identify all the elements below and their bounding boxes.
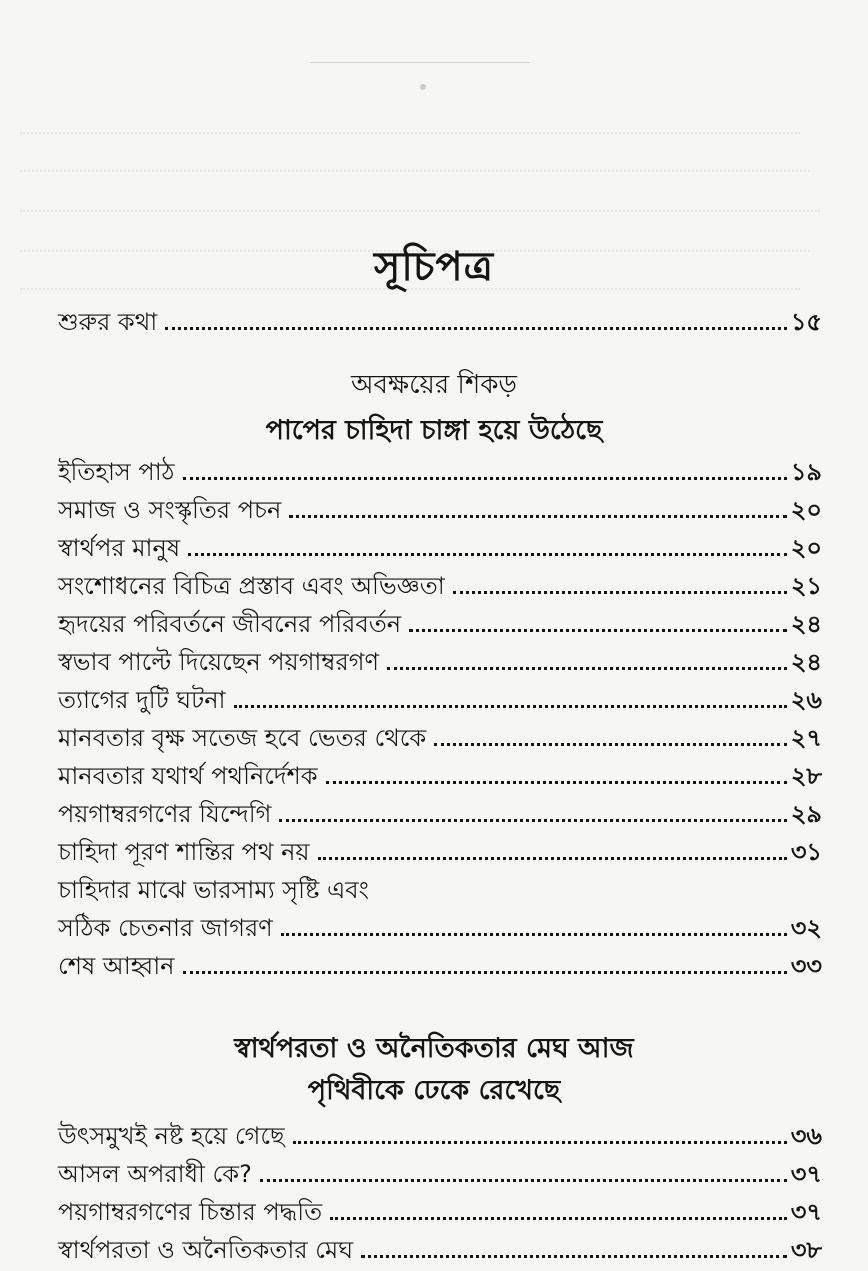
section-heading: পাপের চাহিদা চাঙ্গা হয়ে উঠেছে <box>265 415 603 446</box>
toc-page-number: ২৪ <box>790 648 822 676</box>
section-kicker: অবক্ষয়ের শিকড় <box>351 370 517 400</box>
toc-entry-title: স্বভাব পাল্টে দিয়েছেন পয়গাম্বরগণ <box>58 648 379 676</box>
toc-entry-title: শেষ আহ্বান <box>58 952 175 980</box>
dot-leader <box>289 515 786 518</box>
toc-entry-title: চাহিদা পূরণ শান্তির পথ নয় <box>58 838 310 866</box>
toc-row <box>58 790 822 830</box>
toc-entry-title: শুরুর কথা <box>58 308 158 336</box>
toc-row-intro <box>58 298 822 338</box>
toc-page-number: ২৯ <box>790 800 822 828</box>
dot-leader <box>183 971 787 974</box>
dot-leader <box>279 819 786 822</box>
toc-entry-title: উৎসমুখই নষ্ট হয়ে গেছে <box>58 1122 285 1150</box>
toc-entry-title: সমাজ ও সংস্কৃতির পচন <box>58 496 282 524</box>
toc-row <box>58 562 822 602</box>
toc-page-number: ১৫ <box>790 308 822 336</box>
bleed-through-header <box>310 40 530 63</box>
section-heading: পৃথিবীকে ঢেকে রেখেছে <box>307 1075 561 1106</box>
toc-entry-title: মানবতার যথার্থ পথনির্দেশক <box>58 762 318 790</box>
toc-entry-title: স্বার্থপর মানুষ <box>58 534 181 562</box>
toc-entry-title: সঠিক চেতনার জাগরণ <box>58 914 273 942</box>
toc-page-number: ২৭ <box>790 724 822 752</box>
page-title: সূচিপত্র <box>374 243 494 290</box>
toc-row <box>58 752 822 792</box>
dot-leader <box>387 667 787 670</box>
toc-page-number: ২০ <box>790 534 822 562</box>
toc-page-number: ২০ <box>790 496 822 524</box>
toc-row <box>58 1188 822 1228</box>
dot-leader <box>434 743 787 746</box>
bleed-through-line <box>20 170 810 173</box>
toc-row <box>58 1112 822 1152</box>
toc-page-number: ২১ <box>790 572 822 600</box>
toc-entry-title: পয়গাম্বরগণের যিন্দেগি <box>58 800 272 828</box>
toc-row <box>58 448 822 488</box>
toc-entry-title: মানবতার বৃক্ষ সতেজ হবে ভেতর থেকে <box>58 724 427 752</box>
toc-page-number: ১৯ <box>790 458 822 486</box>
toc-row <box>58 1226 822 1266</box>
toc-page-number: ২৬ <box>790 686 822 714</box>
toc-row <box>58 828 822 868</box>
toc-entry-title: হৃদয়ের পরিবর্তনে জীবনের পরিবর্তন <box>58 610 402 638</box>
toc-page-number: ৩৮ <box>790 1236 822 1264</box>
toc-row <box>58 524 822 564</box>
toc-row <box>58 638 822 678</box>
dot-leader <box>453 591 787 594</box>
toc-page-number: ২৪ <box>790 610 822 638</box>
toc-page-number: ৩৬ <box>790 1122 822 1150</box>
section-heading: স্বার্থপরতা ও অনৈতিকতার মেঘ আজ <box>234 1033 634 1064</box>
toc-page-number: ৩৭ <box>790 1198 822 1226</box>
toc-entry-title: সংশোধনের বিচিত্র প্রস্তাব এবং অভিজ্ঞতা <box>58 572 445 600</box>
dot-leader <box>326 781 787 784</box>
toc-row-continued <box>58 866 822 906</box>
bleed-through-line <box>20 210 820 213</box>
bleed-through-mark <box>420 84 426 90</box>
toc-page-number: ৩৭ <box>790 1160 822 1188</box>
toc-entry-title: পয়গাম্বরগণের চিন্তার পদ্ধতি <box>58 1198 323 1226</box>
toc-page-number: ২৮ <box>790 762 822 790</box>
toc-page-number: ৩২ <box>790 914 822 942</box>
dot-leader <box>361 1255 787 1258</box>
toc-page-number: ৩১ <box>790 838 822 866</box>
toc-row <box>58 1150 822 1190</box>
dot-leader <box>330 1217 787 1220</box>
bleed-through-line <box>20 132 800 135</box>
toc-row <box>58 942 822 982</box>
dot-leader <box>293 1141 787 1144</box>
toc-entry-title: ইতিহাস পাঠ <box>58 458 175 486</box>
dot-leader <box>318 857 787 860</box>
dot-leader <box>260 1179 787 1182</box>
toc-entry-title: স্বার্থপরতা ও অনৈতিকতার মেঘ <box>58 1236 354 1264</box>
toc-page-number: ৩৩ <box>790 952 822 980</box>
toc-entry-title: আসল অপরাধী কে? <box>58 1160 252 1188</box>
toc-row <box>58 486 822 526</box>
dot-leader <box>165 327 787 330</box>
toc-row <box>58 676 822 716</box>
toc-row <box>58 714 822 754</box>
dot-leader <box>234 705 787 708</box>
toc-row <box>58 904 822 944</box>
dot-leader <box>281 933 787 936</box>
toc-row <box>58 600 822 640</box>
toc-entry-title: ত্যাগের দুটি ঘটনা <box>58 686 226 714</box>
toc-entry-title: চাহিদার মাঝে ভারসাম্য সৃষ্টি এবং <box>58 876 369 904</box>
dot-leader <box>188 553 787 556</box>
dot-leader <box>183 477 787 480</box>
dot-leader <box>409 629 787 632</box>
